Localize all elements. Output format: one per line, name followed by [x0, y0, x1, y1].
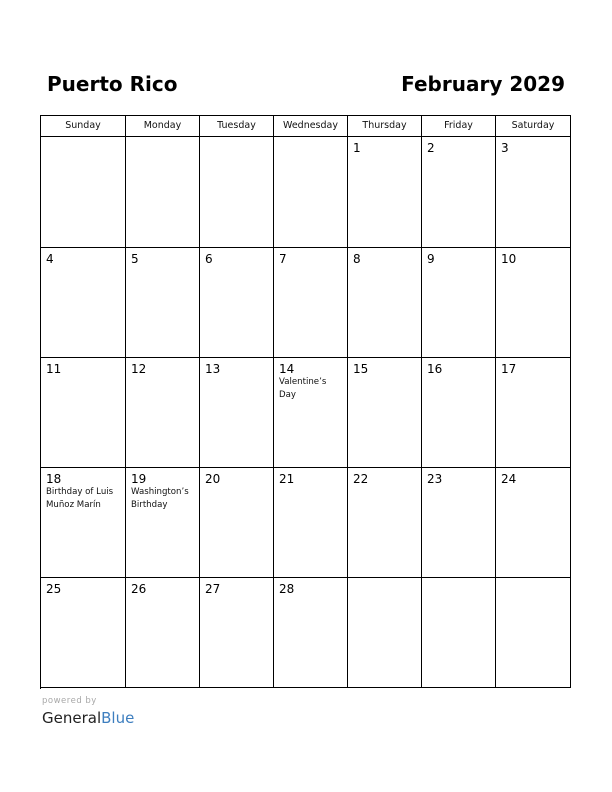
day-number: 6	[205, 252, 213, 266]
day-number: 17	[501, 362, 517, 376]
powered-by-text: powered by	[42, 696, 97, 706]
day-number: 11	[46, 362, 62, 376]
day-cell	[422, 358, 496, 468]
day-number: 7	[279, 252, 287, 266]
weekday-header-saturday: Saturday	[496, 116, 571, 137]
day-cell	[348, 578, 422, 688]
day-number: 1	[353, 141, 361, 155]
day-cell	[200, 137, 274, 248]
day-cell	[348, 468, 422, 578]
day-cell	[496, 358, 571, 468]
day-cell	[274, 468, 348, 578]
day-cell	[422, 137, 496, 248]
day-cell	[200, 468, 274, 578]
weekday-header-sunday: Sunday	[41, 116, 126, 137]
day-number: 5	[131, 252, 139, 266]
day-number: 22	[353, 472, 369, 486]
weekday-header-friday: Friday	[422, 116, 496, 137]
day-number: 16	[427, 362, 443, 376]
day-cell	[41, 137, 126, 248]
day-cell	[274, 578, 348, 688]
day-number: 2	[427, 141, 435, 155]
day-number: 25	[46, 582, 62, 596]
day-number: 3	[501, 141, 509, 155]
day-number: 24	[501, 472, 517, 486]
day-number: 21	[279, 472, 295, 486]
day-number: 27	[205, 582, 221, 596]
day-number: 9	[427, 252, 435, 266]
day-number: 15	[353, 362, 369, 376]
region-title: Puerto Rico	[47, 72, 178, 96]
weekday-header-thursday: Thursday	[348, 116, 422, 137]
day-number: 10	[501, 252, 517, 266]
day-cell	[274, 137, 348, 248]
day-cell	[422, 468, 496, 578]
day-number: 4	[46, 252, 54, 266]
holiday-label: Valentine’s Day	[279, 377, 327, 400]
day-number: 20	[205, 472, 221, 486]
month-year-title: February 2029	[401, 72, 565, 96]
generalblue-logo[interactable]	[42, 708, 134, 728]
day-number: 8	[353, 252, 361, 266]
calendar-grid	[40, 115, 571, 689]
day-cell	[41, 468, 126, 578]
day-number: 12	[131, 362, 147, 376]
weekday-header-wednesday: Wednesday	[274, 116, 348, 137]
day-cell	[126, 137, 200, 248]
day-number: 18	[46, 472, 62, 486]
holiday-label: Birthday of Luis Muñoz Marín	[46, 487, 114, 510]
weekday-header-monday: Monday	[126, 116, 200, 137]
day-number: 19	[131, 472, 147, 486]
brand-name-blue: Blue	[101, 709, 135, 727]
day-number: 23	[427, 472, 443, 486]
day-cell	[200, 578, 274, 688]
holiday-label: Washington’s Birthday	[131, 487, 189, 510]
footer-branding	[42, 696, 134, 728]
day-cell	[126, 248, 200, 358]
day-cell	[126, 358, 200, 468]
day-cell	[496, 578, 571, 688]
day-cell	[41, 358, 126, 468]
day-cell	[274, 248, 348, 358]
brand-name-general: General	[42, 709, 102, 727]
day-cell	[496, 468, 571, 578]
day-number: 28	[279, 582, 295, 596]
weekday-header-tuesday: Tuesday	[200, 116, 274, 137]
day-cell	[200, 358, 274, 468]
day-cell	[496, 137, 571, 248]
day-number: 26	[131, 582, 147, 596]
day-cell	[274, 358, 348, 468]
day-cell	[422, 248, 496, 358]
day-cell	[496, 248, 571, 358]
day-cell	[348, 358, 422, 468]
day-cell	[126, 578, 200, 688]
day-number: 13	[205, 362, 221, 376]
day-cell	[41, 578, 126, 688]
day-cell	[41, 248, 126, 358]
day-cell	[348, 248, 422, 358]
day-cell	[126, 468, 200, 578]
day-cell	[348, 137, 422, 248]
day-number: 14	[279, 362, 295, 376]
day-cell	[200, 248, 274, 358]
day-cell	[422, 578, 496, 688]
